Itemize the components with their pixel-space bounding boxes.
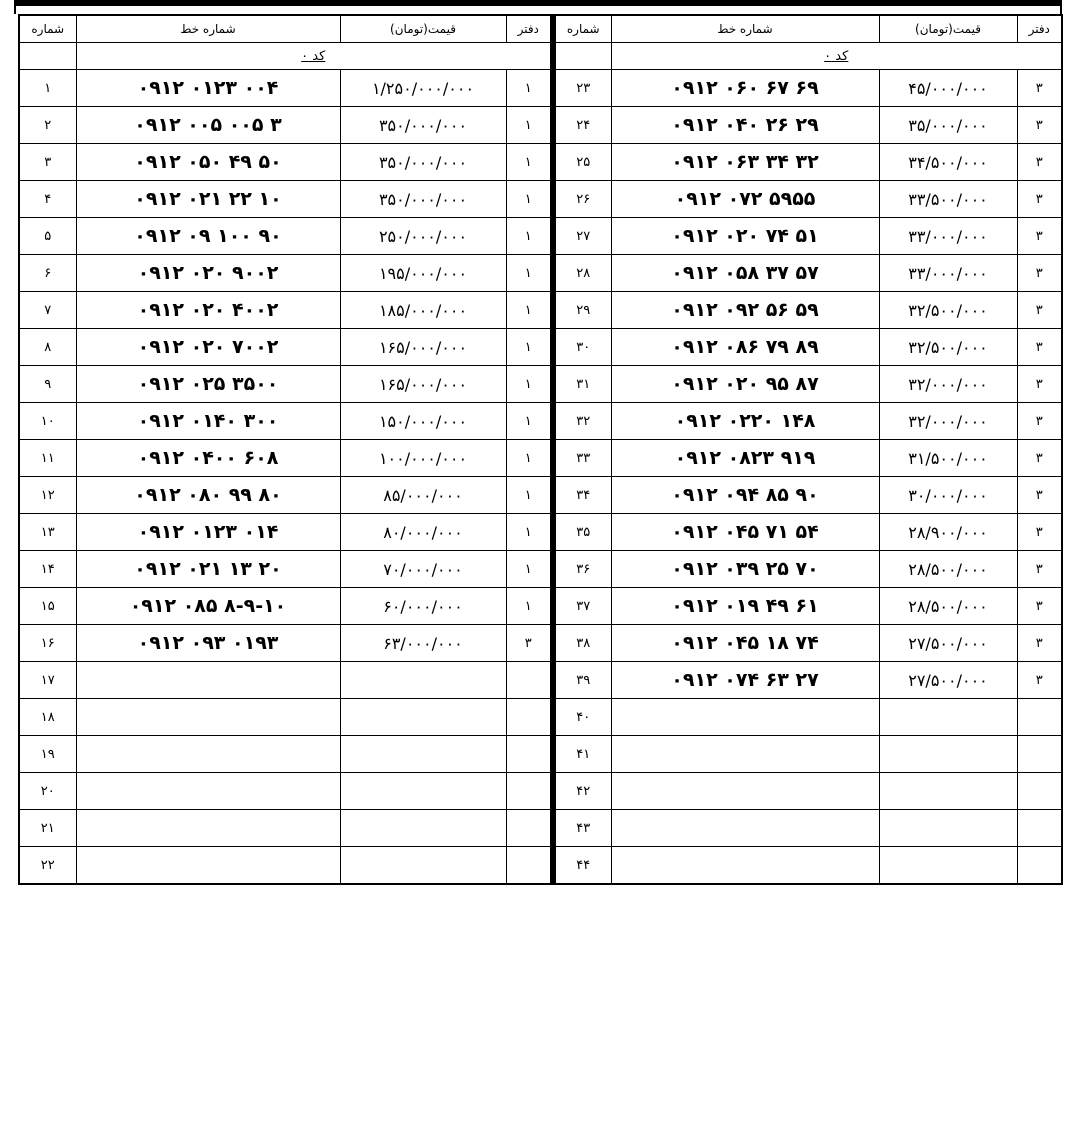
book-number (506, 847, 551, 885)
book-number: ۱ (506, 440, 551, 477)
price-value (340, 810, 506, 847)
header-line: شماره خط (611, 15, 879, 43)
price-value: ۱۰۰/۰۰۰/۰۰۰ (340, 440, 506, 477)
line-number: ۰۹۱۲ ۰۲۵ ۳۵۰۰ (76, 366, 340, 403)
line-number: ۰۹۱۲ ۰۲۰ ۷۴ ۵۱ (611, 218, 879, 255)
price-value: ۲۸/۵۰۰/۰۰۰ (879, 588, 1017, 625)
right-panel (552, 14, 1063, 885)
row-number: ۱۵ (19, 588, 76, 625)
book-number: ۱ (506, 403, 551, 440)
top-gap (14, 6, 1062, 14)
price-value: ۳۲/۰۰۰/۰۰۰ (879, 366, 1017, 403)
book-number: ۳ (1017, 514, 1062, 551)
table-row (19, 662, 551, 699)
code-label: کد ۰ (824, 48, 849, 64)
book-number: ۱ (506, 514, 551, 551)
row-number: ۳۲ (554, 403, 611, 440)
line-number: ۰۹۱۲ ۰۵۰ ۴۹ ۵۰ (76, 144, 340, 181)
table-row (19, 847, 551, 885)
row-number: ۲۶ (554, 181, 611, 218)
row-number: ۳۰ (554, 329, 611, 366)
price-value: ۳۵۰/۰۰۰/۰۰۰ (340, 181, 506, 218)
table-row (554, 773, 1062, 810)
table-row (554, 218, 1062, 255)
price-value: ۱/۲۵۰/۰۰۰/۰۰۰ (340, 70, 506, 107)
book-number: ۳ (1017, 366, 1062, 403)
book-number: ۳ (1017, 255, 1062, 292)
table-row (19, 366, 551, 403)
code-cell (611, 43, 1062, 70)
header-row (19, 15, 551, 43)
line-number: ۰۹۱۲ ۰۶۳ ۳۴ ۳۲ (611, 144, 879, 181)
header-line: شماره خط (76, 15, 340, 43)
book-number: ۳ (1017, 329, 1062, 366)
line-number: ۰۹۱۲ ۰۸۵ ۸-۹-۱۰ (76, 588, 340, 625)
header-book: دفتر (506, 15, 551, 43)
header-price: قیمت(تومان) (879, 15, 1017, 43)
book-number: ۱ (506, 144, 551, 181)
book-number: ۳ (1017, 440, 1062, 477)
book-number (506, 736, 551, 773)
price-value: ۳۵۰/۰۰۰/۰۰۰ (340, 107, 506, 144)
table-row (19, 107, 551, 144)
line-number: ۰۹۱۲ ۰۲۲۰ ۱۴۸ (611, 403, 879, 440)
price-value: ۳۲/۰۰۰/۰۰۰ (879, 403, 1017, 440)
price-value: ۳۵/۰۰۰/۰۰۰ (879, 107, 1017, 144)
book-number (506, 810, 551, 847)
line-number (611, 810, 879, 847)
price-value: ۶۰/۰۰۰/۰۰۰ (340, 588, 506, 625)
row-number: ۲۵ (554, 144, 611, 181)
price-value: ۳۲/۵۰۰/۰۰۰ (879, 292, 1017, 329)
price-value: ۲۸/۵۰۰/۰۰۰ (879, 551, 1017, 588)
price-value (340, 736, 506, 773)
row-number: ۴۴ (554, 847, 611, 885)
book-number: ۳ (1017, 662, 1062, 699)
book-number: ۱ (506, 107, 551, 144)
table-row (554, 847, 1062, 885)
header-number: شماره (554, 15, 611, 43)
table-row (19, 70, 551, 107)
price-value: ۱۶۵/۰۰۰/۰۰۰ (340, 366, 506, 403)
code-label: کد ۰ (301, 48, 326, 64)
row-number: ۳۴ (554, 477, 611, 514)
price-value (340, 773, 506, 810)
book-number: ۳ (1017, 107, 1062, 144)
table-row (554, 70, 1062, 107)
price-value: ۱۶۵/۰۰۰/۰۰۰ (340, 329, 506, 366)
row-number: ۱۱ (19, 440, 76, 477)
table-row (554, 440, 1062, 477)
line-number: ۰۹۱۲ ۰۲۱ ۲۲ ۱۰ (76, 181, 340, 218)
price-value: ۷۰/۰۰۰/۰۰۰ (340, 551, 506, 588)
row-number: ۲۲ (19, 847, 76, 885)
line-number: ۰۹۱۲ ۰۳۹ ۲۵ ۷۰ (611, 551, 879, 588)
row-number: ۲ (19, 107, 76, 144)
table-row (554, 588, 1062, 625)
price-value (879, 699, 1017, 736)
price-value: ۳۰/۰۰۰/۰۰۰ (879, 477, 1017, 514)
table-row (19, 477, 551, 514)
price-value (340, 699, 506, 736)
table-row (19, 403, 551, 440)
line-number: ۰۹۱۲ ۰۴۰۰ ۶۰۸ (76, 440, 340, 477)
table-row (19, 292, 551, 329)
book-number: ۳ (1017, 218, 1062, 255)
price-value: ۲۷/۵۰۰/۰۰۰ (879, 662, 1017, 699)
line-number: ۰۹۱۲ ۰۶۰ ۶۷ ۶۹ (611, 70, 879, 107)
table-row (554, 329, 1062, 366)
line-number (76, 847, 340, 885)
book-number: ۳ (1017, 403, 1062, 440)
table-row (19, 144, 551, 181)
book-number: ۱ (506, 255, 551, 292)
row-number: ۱۰ (19, 403, 76, 440)
line-number: ۰۹۱۲ ۰۱۲۳ ۰۱۴ (76, 514, 340, 551)
price-value: ۱۸۵/۰۰۰/۰۰۰ (340, 292, 506, 329)
table-row (554, 810, 1062, 847)
left-panel (18, 14, 552, 885)
table-row (554, 514, 1062, 551)
line-number: ۰۹۱۲ ۰۷۴ ۶۳ ۲۷ (611, 662, 879, 699)
table-row (554, 699, 1062, 736)
line-number (611, 773, 879, 810)
table-row (19, 699, 551, 736)
row-number: ۱۳ (19, 514, 76, 551)
line-number: ۰۹۱۲ ۰۹۲ ۵۶ ۵۹ (611, 292, 879, 329)
table-row (554, 292, 1062, 329)
book-number: ۳ (1017, 551, 1062, 588)
table-row (554, 625, 1062, 662)
table-row (554, 107, 1062, 144)
line-number: ۰۹۱۲ ۰۲۰ ۹۵ ۸۷ (611, 366, 879, 403)
code-blank (19, 43, 76, 70)
price-value: ۱۹۵/۰۰۰/۰۰۰ (340, 255, 506, 292)
row-number: ۲۱ (19, 810, 76, 847)
book-number: ۳ (1017, 588, 1062, 625)
table-row (19, 810, 551, 847)
row-number: ۷ (19, 292, 76, 329)
table-row (554, 144, 1062, 181)
line-number: ۰۹۱۲ ۰۲۰ ۷۰۰۲ (76, 329, 340, 366)
table-row (19, 218, 551, 255)
row-number: ۲۸ (554, 255, 611, 292)
row-number: ۱۷ (19, 662, 76, 699)
line-number: ۰۹۱۲ ۰۱۹ ۴۹ ۶۱ (611, 588, 879, 625)
line-number: ۰۹۱۲ ۰۸۰ ۹۹ ۸۰ (76, 477, 340, 514)
price-value (879, 847, 1017, 885)
row-number: ۳۶ (554, 551, 611, 588)
line-number (76, 810, 340, 847)
table-row (554, 736, 1062, 773)
book-number: ۱ (506, 292, 551, 329)
price-value: ۳۳/۵۰۰/۰۰۰ (879, 181, 1017, 218)
line-number (611, 699, 879, 736)
price-value: ۴۵/۰۰۰/۰۰۰ (879, 70, 1017, 107)
book-number: ۱ (506, 588, 551, 625)
row-number: ۵ (19, 218, 76, 255)
header-row (554, 15, 1062, 43)
line-number: ۰۹۱۲ ۰۹۴ ۸۵ ۹۰ (611, 477, 879, 514)
book-number: ۱ (506, 366, 551, 403)
price-value (340, 662, 506, 699)
price-value: ۱۵۰/۰۰۰/۰۰۰ (340, 403, 506, 440)
table-row (19, 329, 551, 366)
row-number: ۱ (19, 70, 76, 107)
row-number: ۲۰ (19, 773, 76, 810)
line-number: ۰۹۱۲ ۰۹۳ ۰۱۹۳ (76, 625, 340, 662)
table-row (554, 477, 1062, 514)
book-number: ۱ (506, 329, 551, 366)
price-value: ۲۷/۵۰۰/۰۰۰ (879, 625, 1017, 662)
book-number: ۳ (1017, 292, 1062, 329)
row-number: ۳۵ (554, 514, 611, 551)
row-number: ۲۴ (554, 107, 611, 144)
line-number (76, 699, 340, 736)
price-value: ۸۵/۰۰۰/۰۰۰ (340, 477, 506, 514)
row-number: ۳۷ (554, 588, 611, 625)
table-row (554, 181, 1062, 218)
line-number: ۰۹۱۲ ۰۲۱ ۱۳ ۲۰ (76, 551, 340, 588)
price-value: ۶۳/۰۰۰/۰۰۰ (340, 625, 506, 662)
line-number (611, 736, 879, 773)
code-row (554, 43, 1062, 70)
header-price: قیمت(تومان) (340, 15, 506, 43)
book-number: ۱ (506, 218, 551, 255)
line-number (76, 773, 340, 810)
price-value: ۲۸/۹۰۰/۰۰۰ (879, 514, 1017, 551)
row-number: ۴۳ (554, 810, 611, 847)
table-row (19, 625, 551, 662)
line-number: ۰۹۱۲ ۰۷۲ ۵۹۵۵ (611, 181, 879, 218)
table-row (554, 403, 1062, 440)
table-row (19, 588, 551, 625)
book-number: ۳ (1017, 625, 1062, 662)
row-number: ۳۱ (554, 366, 611, 403)
price-value (879, 736, 1017, 773)
book-number: ۳ (506, 625, 551, 662)
code-cell (76, 43, 551, 70)
table-row (19, 773, 551, 810)
code-row (19, 43, 551, 70)
line-number: ۰۹۱۲ ۰۴۰ ۲۶ ۲۹ (611, 107, 879, 144)
book-number: ۳ (1017, 70, 1062, 107)
row-number: ۲۷ (554, 218, 611, 255)
price-list (18, 14, 1058, 885)
price-value: ۲۵۰/۰۰۰/۰۰۰ (340, 218, 506, 255)
price-value: ۳۳/۰۰۰/۰۰۰ (879, 255, 1017, 292)
book-number (1017, 736, 1062, 773)
book-number: ۱ (506, 181, 551, 218)
book-number (506, 773, 551, 810)
row-number: ۱۹ (19, 736, 76, 773)
row-number: ۹ (19, 366, 76, 403)
line-number: ۰۹۱۲ ۰۹ ۱۰۰ ۹۰ (76, 218, 340, 255)
row-number: ۴۰ (554, 699, 611, 736)
table-row (554, 551, 1062, 588)
table-row (554, 662, 1062, 699)
row-number: ۶ (19, 255, 76, 292)
price-value: ۳۲/۵۰۰/۰۰۰ (879, 329, 1017, 366)
line-number: ۰۹۱۲ ۰۸۶ ۷۹ ۸۹ (611, 329, 879, 366)
price-value: ۳۱/۵۰۰/۰۰۰ (879, 440, 1017, 477)
row-number: ۴۲ (554, 773, 611, 810)
book-number (1017, 847, 1062, 885)
table-row (19, 736, 551, 773)
book-number: ۱ (506, 477, 551, 514)
price-value (879, 810, 1017, 847)
row-number: ۴ (19, 181, 76, 218)
book-number: ۳ (1017, 144, 1062, 181)
line-number (76, 662, 340, 699)
line-number: ۰۹۱۲ ۰۵۸ ۳۷ ۵۷ (611, 255, 879, 292)
price-value: ۳۵۰/۰۰۰/۰۰۰ (340, 144, 506, 181)
line-number: ۰۹۱۲ ۰۱۲۳ ۰۰۴ (76, 70, 340, 107)
book-number (506, 699, 551, 736)
book-number: ۱ (506, 70, 551, 107)
book-number: ۱ (506, 551, 551, 588)
book-number (1017, 810, 1062, 847)
row-number: ۱۴ (19, 551, 76, 588)
row-number: ۳۹ (554, 662, 611, 699)
book-number (506, 662, 551, 699)
code-blank (554, 43, 611, 70)
row-number: ۲۹ (554, 292, 611, 329)
row-number: ۳ (19, 144, 76, 181)
line-number: ۰۹۱۲ ۰۴۵ ۷۱ ۵۴ (611, 514, 879, 551)
table-row (19, 514, 551, 551)
row-number: ۸ (19, 329, 76, 366)
table-row (19, 255, 551, 292)
book-number (1017, 699, 1062, 736)
price-value (340, 847, 506, 885)
header-book: دفتر (1017, 15, 1062, 43)
table-row (19, 440, 551, 477)
row-number: ۱۶ (19, 625, 76, 662)
table-row (19, 181, 551, 218)
table-row (554, 255, 1062, 292)
row-number: ۲۳ (554, 70, 611, 107)
line-number: ۰۹۱۲ ۰۱۴۰ ۳۰۰ (76, 403, 340, 440)
price-value (879, 773, 1017, 810)
table-row (554, 366, 1062, 403)
line-number: ۰۹۱۲ ۰۲۰ ۹۰۰۲ (76, 255, 340, 292)
line-number: ۰۹۱۲ ۰۲۰ ۴۰۰۲ (76, 292, 340, 329)
price-value: ۸۰/۰۰۰/۰۰۰ (340, 514, 506, 551)
row-number: ۳۸ (554, 625, 611, 662)
line-number (76, 736, 340, 773)
line-number: ۰۹۱۲ ۰۴۵ ۱۸ ۷۴ (611, 625, 879, 662)
row-number: ۱۸ (19, 699, 76, 736)
row-number: ۱۲ (19, 477, 76, 514)
book-number (1017, 773, 1062, 810)
row-number: ۳۳ (554, 440, 611, 477)
line-number: ۰۹۱۲ ۰۸۲۳ ۹۱۹ (611, 440, 879, 477)
book-number: ۳ (1017, 477, 1062, 514)
book-number: ۳ (1017, 181, 1062, 218)
price-value: ۳۴/۵۰۰/۰۰۰ (879, 144, 1017, 181)
line-number: ۰۹۱۲ ۰۰۵ ۰۰۵ ۳ (76, 107, 340, 144)
row-number: ۴۱ (554, 736, 611, 773)
header-number: شماره (19, 15, 76, 43)
price-value: ۳۳/۰۰۰/۰۰۰ (879, 218, 1017, 255)
table-row (19, 551, 551, 588)
line-number (611, 847, 879, 885)
